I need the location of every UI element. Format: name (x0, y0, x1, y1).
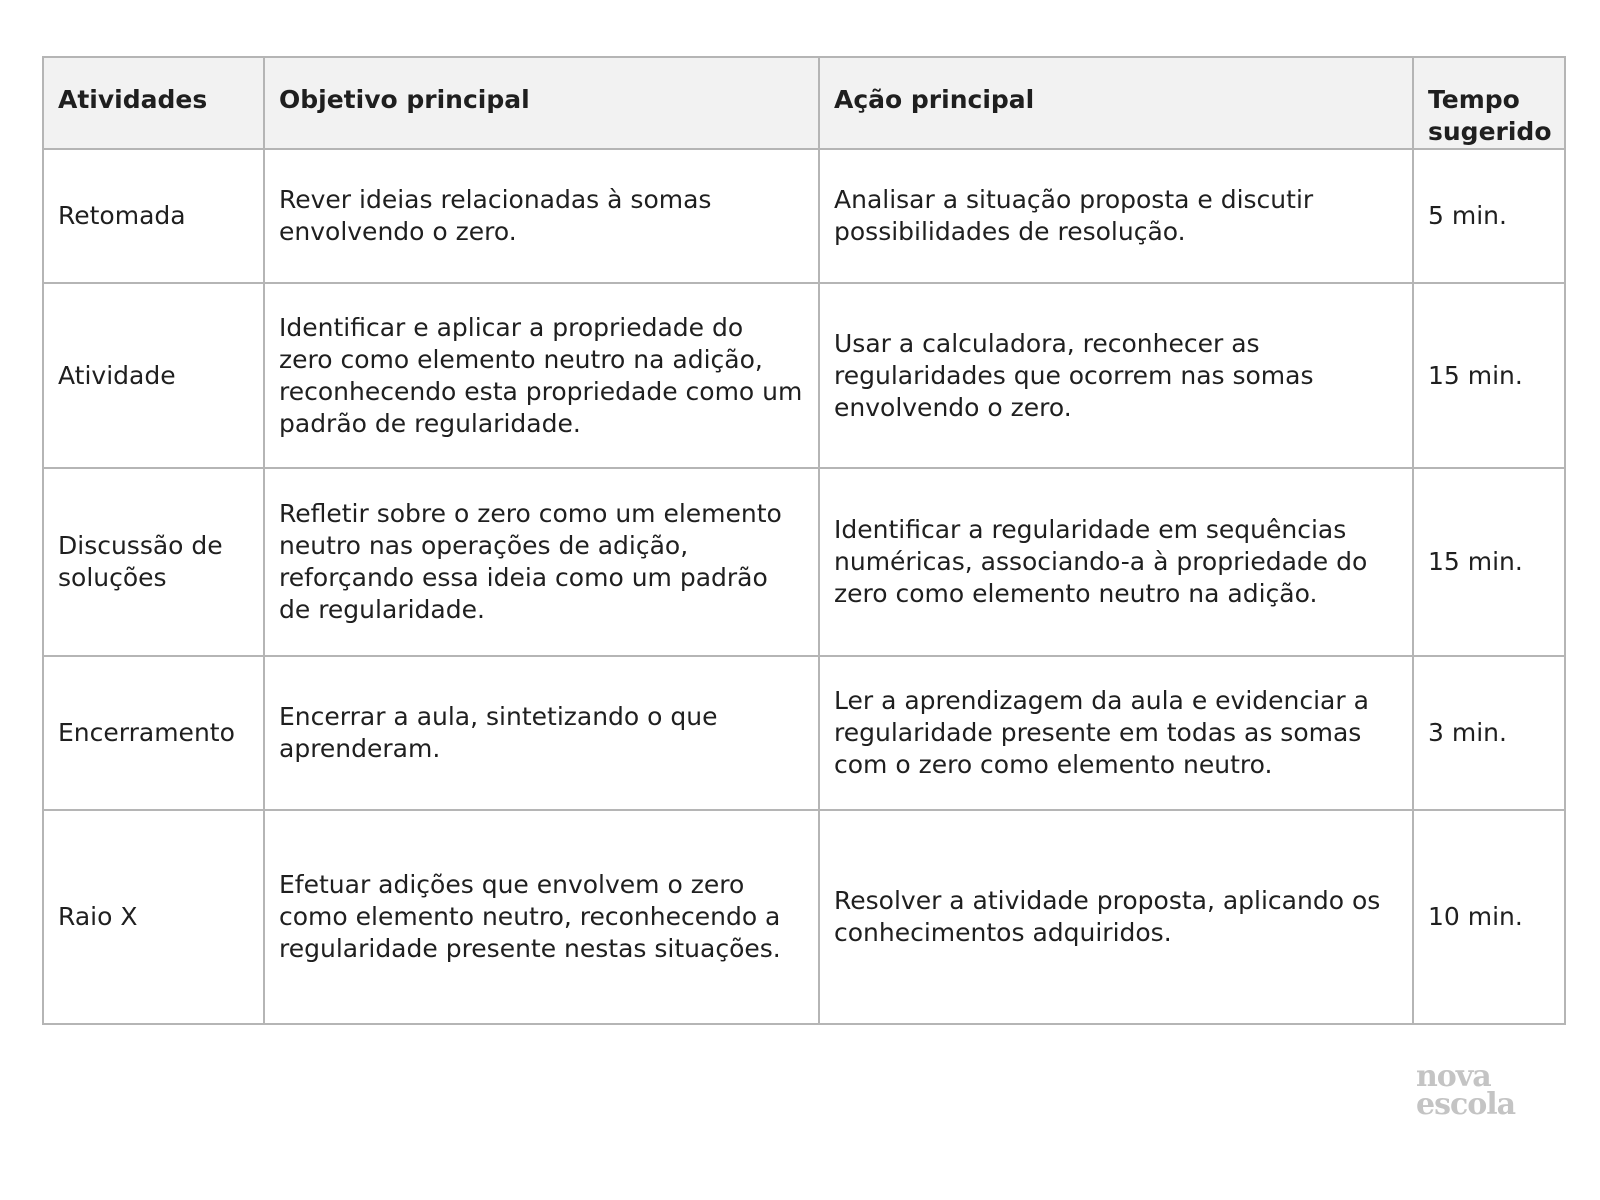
nova-escola-logo (1416, 1059, 1536, 1122)
cell-objetivo: Refletir sobre o zero como um elemento neutro nas operações de adição, reforçando essa ideia como um padrão de regularidade. (264, 468, 819, 656)
cell-atividade: Atividade (43, 283, 264, 468)
cell-acao: Ler a aprendizagem da aula e evidenciar a regularidade presente em todas as somas com o zero como elemento neutro. (819, 656, 1413, 810)
cell-tempo: 15 min. (1413, 468, 1565, 656)
cell-objetivo: Rever ideias relacionadas à somas envolvendo o zero. (264, 149, 819, 283)
cell-acao: Identificar a regularidade em sequências numéricas, associando-a à propriedade do zero como elemento neutro na adição. (819, 468, 1413, 656)
table-row (43, 468, 1565, 656)
table-row (43, 656, 1565, 810)
logo-line-nova: nova (1416, 1059, 1491, 1094)
cell-tempo: 15 min. (1413, 283, 1565, 468)
cell-tempo: 5 min. (1413, 149, 1565, 283)
cell-acao: Resolver a atividade proposta, aplicando os conhecimentos adquiridos. (819, 810, 1413, 1024)
cell-acao: Analisar a situação proposta e discutir possibilidades de resolução. (819, 149, 1413, 283)
table-row (43, 149, 1565, 283)
lesson-plan-table (42, 56, 1566, 1025)
header-objetivo: Objetivo principal (264, 57, 819, 149)
header-atividades: Atividades (43, 57, 264, 149)
cell-acao: Usar a calculadora, reconhecer as regularidades que ocorrem nas somas envolvendo o zero. (819, 283, 1413, 468)
cell-atividade: Raio X (43, 810, 264, 1024)
table-header-row (43, 57, 1565, 149)
cell-objetivo: Identificar e aplicar a propriedade do zero como elemento neutro na adição, reconhecendo esta propriedade como um padrão de regularidade. (264, 283, 819, 468)
table-row (43, 810, 1565, 1024)
cell-atividade: Encerramento (43, 656, 264, 810)
header-tempo: Tempo sugerido (1413, 57, 1565, 149)
cell-atividade: Retomada (43, 149, 264, 283)
table-row (43, 283, 1565, 468)
cell-tempo: 10 min. (1413, 810, 1565, 1024)
cell-objetivo: Encerrar a aula, sintetizando o que aprenderam. (264, 656, 819, 810)
logo-line-escola: escola (1416, 1087, 1516, 1122)
cell-objetivo: Efetuar adições que envolvem o zero como elemento neutro, reconhecendo a regularidade presente nestas situações. (264, 810, 819, 1024)
cell-tempo: 3 min. (1413, 656, 1565, 810)
header-acao: Ação principal (819, 57, 1413, 149)
cell-atividade: Discussão de soluções (43, 468, 264, 656)
